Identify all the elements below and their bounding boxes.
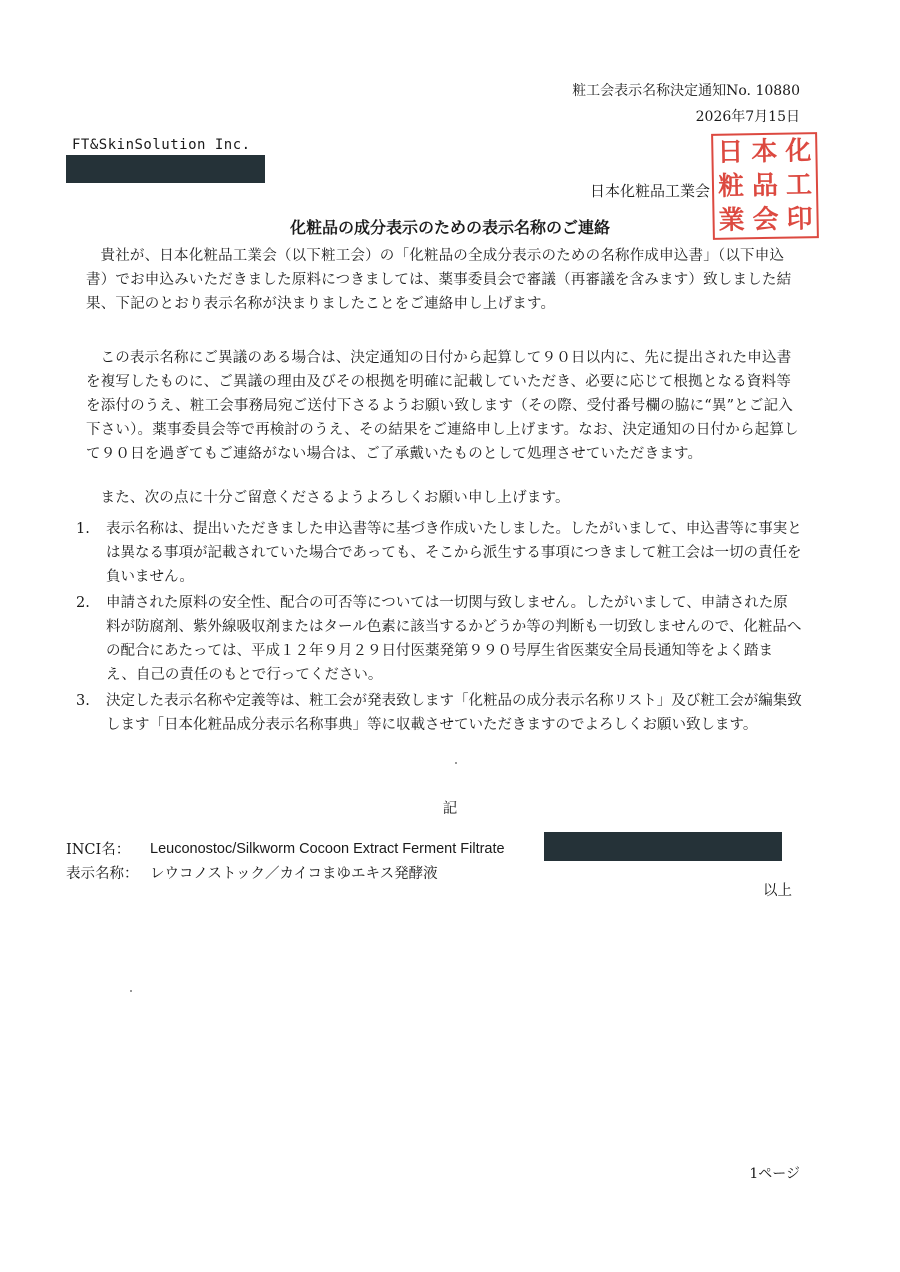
display-name-row <box>66 862 438 883</box>
recipient-company: FT&SkinSolution Inc. <box>72 137 251 153</box>
paragraph-intro: 貴社が、日本化粧品工業会（以下粧工会）の「化粧品の全成分表示のための名称作成申込書」（以下申込書）でお申込みいただきました原料につきましては、薬事委員会で審議（再審議を含みます）致しました結果、下記のとおり表示名称が決まりましたことをご連絡申し上げます。 <box>86 248 792 312</box>
official-seal: 日 本 化 粧 品 工 業 会 印 <box>711 132 819 240</box>
notice-date: 2026年7月15日 <box>695 109 800 125</box>
list-item-number: 1. <box>76 521 90 537</box>
inci-value: Leuconostoc/Silkworm Cocoon Extract Ferment Filtrate <box>150 840 505 857</box>
display-name-value: レウコノストック／カイコまゆエキス発酵液 <box>150 866 438 882</box>
redacted-block <box>544 832 782 861</box>
notice-number: 粧工会表示名称決定通知No. 10880 <box>572 83 800 99</box>
list-item <box>76 689 802 737</box>
list-item-number: 3. <box>76 693 90 709</box>
scan-speck <box>130 990 132 992</box>
inci-label: INCI名： <box>66 842 131 858</box>
list-item <box>76 517 802 589</box>
issuer-name: 日本化粧品工業会 <box>590 182 711 200</box>
list-item-text: 表示名称は、提出いただきました申込書等に基づき作成いたしました。したがいまして、申込書等に事実とは異なる事項が記載されていた場合であっても、そこから派生する事項につきまして粧工会は一切の責任を負いません。 <box>106 521 802 585</box>
scan-speck <box>455 762 457 764</box>
notes-list <box>76 517 802 739</box>
list-item-text: 決定した表示名称や定義等は、粧工会が発表致します「化粧品の成分表示名称リスト」及び粧工会が編集致します「日本化粧品成分表示名称事典」等に収載させていただきますのでよろしくお願い致します。 <box>106 693 802 733</box>
list-item-number: 2. <box>76 595 90 611</box>
page-number: 1ページ <box>749 1166 800 1182</box>
closing-mark: 以上 <box>763 883 792 899</box>
ki-marker: 記 <box>442 801 458 817</box>
paragraph-notes: また、次の点に十分ご留意くださるようよろしくお願い申し上げます。 <box>100 490 570 506</box>
inci-row <box>66 838 505 859</box>
list-item <box>76 591 802 687</box>
list-item-text: 申請された原料の安全性、配合の可否等については一切関与致しません。したがいまして、申請された原料が防腐剤、紫外線吸収剤またはタール色素に該当するかどうか等の判断も一切致しませんので、化粧品への配合にあたっては、平成１２年９月２９日付医薬発第９９０号厚生省医薬安全局長通知等をよく踏まえ、自己の責任のもとで行ってください。 <box>106 595 802 683</box>
redacted-block <box>66 155 265 183</box>
paragraph-objection: この表示名称にご異議のある場合は、決定通知の日付から起算して９０日以内に、先に提出された申込書を複写したものに、ご異議の理由及びその根拠を明確に記載していただき、必要に応じて根拠となる資料等を添付のうえ、粧工会事務局宛ご送付下さるようお願い致します（その際、受付番号欄の脇に“異”とご記入下さい）。薬事委員会等で再検討のうえ、その結果をご連絡申し上げます。なお、決定通知の日付から起算して９０日を過ぎてもご連絡がない場合は、ご了承戴いたものとして処理させていただきます。 <box>86 350 799 462</box>
display-name-label: 表示名称： <box>66 866 139 882</box>
document-title: 化粧品の成分表示のための表示名称のご連絡 <box>289 218 610 237</box>
